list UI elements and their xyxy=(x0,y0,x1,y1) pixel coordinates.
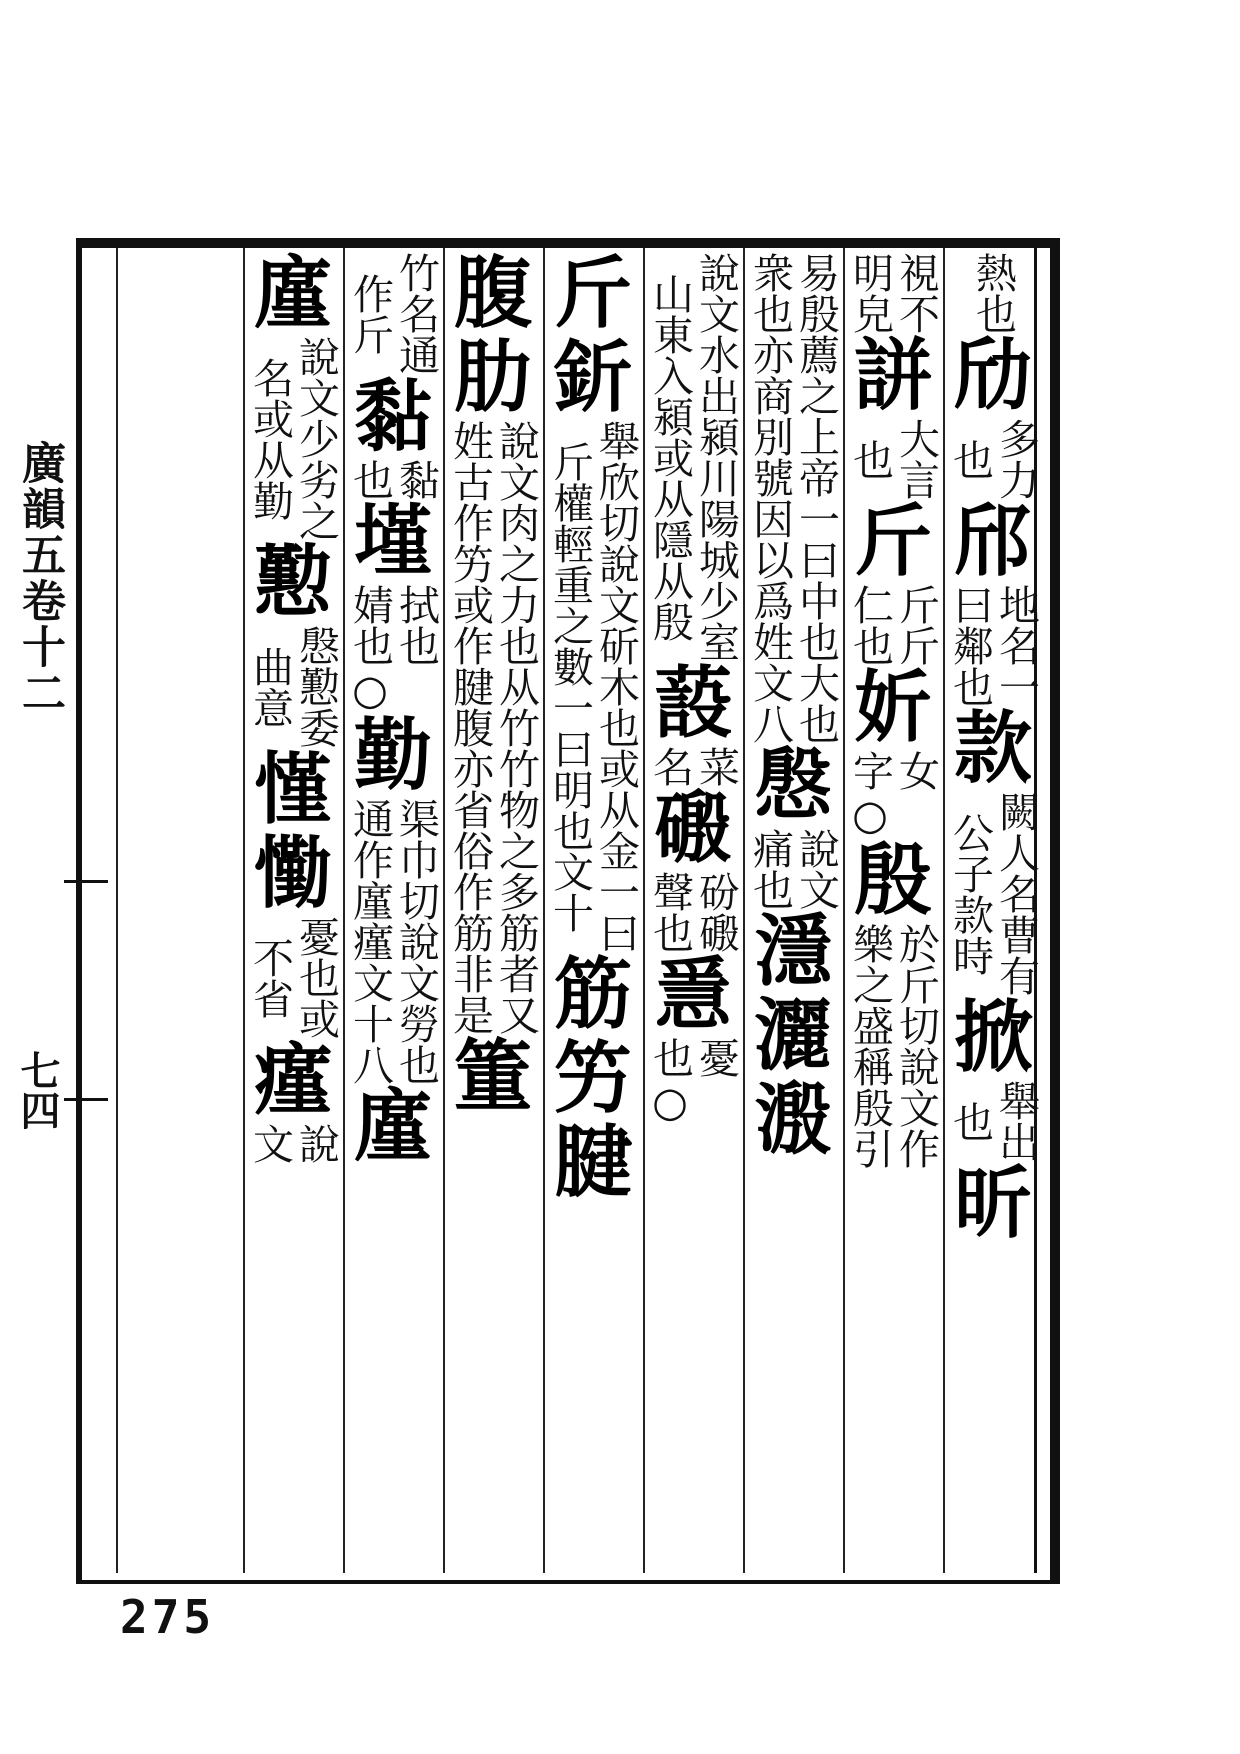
annotation-right: 拭也 xyxy=(392,584,440,666)
annotation-left: 作斤 xyxy=(346,272,394,355)
headword: 邤 xyxy=(953,496,1032,587)
headword: 慇 xyxy=(753,740,832,831)
headword: 瘽 xyxy=(253,1035,332,1126)
headword-cell xyxy=(946,1158,1040,1249)
annotation-right: 說文水出潁川陽城少室 xyxy=(692,252,740,662)
annotation-left: 痛也 xyxy=(746,828,794,910)
annotation xyxy=(347,666,439,714)
annotation-left: 不省 xyxy=(246,936,294,1019)
annotation-cell xyxy=(346,459,440,500)
headword: 誁 xyxy=(853,330,932,421)
annotation xyxy=(847,791,939,839)
annotation xyxy=(647,871,739,953)
annotation-left: 字 xyxy=(846,750,894,791)
headword-cell xyxy=(846,662,940,753)
annotation-cell xyxy=(846,252,940,334)
headword-cell xyxy=(446,332,540,423)
headword-cell xyxy=(246,828,340,919)
annotation-left: 樂之盛稱殷引 xyxy=(846,923,894,1169)
annotation xyxy=(247,625,339,748)
annotation-right: 砏磤 xyxy=(692,871,740,953)
text-column xyxy=(646,252,740,1572)
annotation-left: ○ xyxy=(846,791,894,839)
annotation-right: 說文肉之力也从竹竹物之多筋者又 xyxy=(492,420,540,1035)
text-column xyxy=(246,252,340,1572)
annotation xyxy=(347,798,439,1085)
column-rule xyxy=(943,248,945,1573)
text-column xyxy=(946,252,1040,1572)
annotation-right: 闕人名曹有 xyxy=(992,791,1040,996)
headword: 殷 xyxy=(853,835,932,926)
annotation-right: 地名一 xyxy=(992,584,1040,707)
annotation-left: 也 xyxy=(846,438,894,480)
annotation xyxy=(947,584,1039,707)
headword-cell xyxy=(746,740,840,831)
annotation xyxy=(347,459,439,500)
annotation-right: 女 xyxy=(892,750,940,791)
text-column xyxy=(446,252,540,1572)
text-column xyxy=(346,252,440,1572)
headword-cell xyxy=(246,252,340,339)
column-rule xyxy=(543,248,545,1573)
headword: 斤 xyxy=(853,496,932,587)
annotation-right: 舉出 xyxy=(992,1080,1040,1162)
annotation-right xyxy=(393,666,439,714)
headword-cell xyxy=(546,1033,640,1124)
column-rule xyxy=(643,248,645,1573)
headword-cell xyxy=(546,332,640,423)
annotation-cell xyxy=(846,750,940,791)
annotation xyxy=(847,923,939,1169)
headword-cell xyxy=(646,949,740,1040)
headword: 懃 xyxy=(253,537,332,628)
headword: 斤 xyxy=(553,252,632,339)
headword: 肋 xyxy=(453,332,532,423)
annotation-right: 渠巾切說文勞也 xyxy=(392,798,440,1085)
annotation xyxy=(347,584,439,666)
headword-cell xyxy=(946,496,1040,587)
annotation-cell xyxy=(846,584,940,666)
annotation-cell xyxy=(246,916,340,1039)
annotation xyxy=(447,420,539,1035)
annotation-right: 憂也或 xyxy=(292,916,340,1039)
annotation xyxy=(947,1080,1039,1162)
annotation-right: 斤斤 xyxy=(892,584,940,666)
annotation xyxy=(847,584,939,666)
headword: 釿 xyxy=(553,332,632,423)
annotation-cell xyxy=(446,420,540,1035)
annotation-cell xyxy=(846,418,940,500)
annotation-cell xyxy=(646,871,740,953)
annotation xyxy=(247,916,339,1039)
column-rule xyxy=(843,248,845,1573)
headword-cell xyxy=(546,949,640,1040)
headword-cell xyxy=(946,992,1040,1083)
annotation-cell xyxy=(946,418,1040,500)
headword-cell xyxy=(746,990,840,1081)
annotation-left: 聲也 xyxy=(646,871,694,953)
headword-cell xyxy=(646,783,740,874)
annotation-cell xyxy=(346,584,440,666)
headword-cell xyxy=(246,744,340,835)
headword: 㥯 xyxy=(653,949,732,1040)
column-rule xyxy=(743,248,745,1573)
headword-cell xyxy=(746,906,840,997)
column-rule xyxy=(243,248,245,1573)
annotation-left: 曲意 xyxy=(246,645,294,728)
headword: 濦 xyxy=(753,906,832,997)
headword: 蔎 xyxy=(653,658,732,749)
annotation xyxy=(647,1037,739,1078)
headword-cell xyxy=(746,1074,840,1165)
text-column xyxy=(546,252,640,1572)
headword: 磤 xyxy=(653,783,732,874)
annotation-cell xyxy=(746,252,840,744)
annotation xyxy=(847,252,939,334)
annotation-right: 說 xyxy=(292,1123,340,1164)
annotation-right: 黏 xyxy=(392,459,440,500)
annotation-left: 姓古作竻或作腱腹亦省俗作筋非是 xyxy=(446,420,494,1035)
headword-cell xyxy=(346,710,440,801)
annotation xyxy=(947,791,1039,996)
annotation-cell xyxy=(646,746,740,787)
headword: 腹 xyxy=(453,252,532,339)
annotation-right: 舉欣切說文斫木也或从金一曰 xyxy=(592,420,640,953)
headword: 款 xyxy=(953,703,1032,794)
headword-cell xyxy=(846,835,940,926)
annotation-cell xyxy=(346,798,440,1085)
annotation xyxy=(970,252,1016,334)
annotation-cell xyxy=(246,625,340,748)
annotation-right xyxy=(693,1078,739,1126)
annotation-cell xyxy=(246,336,340,541)
annotation-right xyxy=(893,791,939,839)
annotation xyxy=(247,336,339,541)
headword-cell xyxy=(446,252,540,339)
annotation-left: ○ xyxy=(346,666,394,714)
headword: 掀 xyxy=(953,992,1032,1083)
annotation-left: 文 xyxy=(246,1123,294,1164)
annotation-right: 多力 xyxy=(992,418,1040,500)
headword-cell xyxy=(946,703,1040,794)
annotation-cell xyxy=(946,1080,1040,1162)
column-rule xyxy=(116,248,118,1573)
headword: 廑 xyxy=(353,1081,432,1172)
headword-cell xyxy=(346,1081,440,1172)
annotation-cell xyxy=(646,1078,740,1126)
annotation-left: 也 xyxy=(946,1100,994,1142)
headword: 廑 xyxy=(253,252,332,339)
annotation-left: 熱也 xyxy=(969,252,1017,334)
headword: 黏 xyxy=(353,371,432,462)
headword: 灑 xyxy=(753,990,832,1081)
headword: 腱 xyxy=(553,1117,632,1208)
annotation-left: 也 xyxy=(946,438,994,480)
annotation-left: 也 xyxy=(346,459,394,500)
annotation-cell xyxy=(846,923,940,1169)
annotation-cell xyxy=(646,252,740,662)
annotation-right: 於斤切說文作 xyxy=(892,923,940,1169)
annotation-cell xyxy=(946,791,1040,996)
text-column xyxy=(846,252,940,1572)
annotation xyxy=(347,252,439,375)
annotation-right: 竹名通 xyxy=(392,252,440,375)
headword-cell xyxy=(246,537,340,628)
annotation-left: 名或从勤 xyxy=(246,356,294,521)
annotation-left: ○ xyxy=(646,1078,694,1126)
annotation-left: 斤權輕重之數一曰明也文十 xyxy=(546,440,594,933)
annotation-left: 婧也 xyxy=(346,584,394,666)
headword: 箽 xyxy=(453,1031,532,1122)
annotation-right: 大言 xyxy=(892,418,940,500)
annotation-right: 易殷薦之上帝一曰中也大也 xyxy=(792,252,840,744)
annotation xyxy=(547,420,639,953)
headword: 昕 xyxy=(953,1158,1032,1249)
annotation-right: 說文 xyxy=(792,828,840,910)
page-number: 275 xyxy=(120,1590,216,1644)
column-rule xyxy=(443,248,445,1573)
headword: 墐 xyxy=(353,496,432,587)
annotation-right: 憂 xyxy=(692,1037,740,1078)
annotation-right: 慇懃委 xyxy=(292,625,340,748)
headword-cell xyxy=(346,496,440,587)
headword-cell xyxy=(946,330,1040,421)
annotation-cell xyxy=(246,1123,340,1164)
annotation-cell xyxy=(346,666,440,714)
headword-cell xyxy=(446,1031,540,1122)
annotation xyxy=(947,418,1039,500)
headword-cell xyxy=(346,371,440,462)
headword: 懄 xyxy=(253,828,332,919)
annotation-left: 山東入潁或从隱从殷 xyxy=(646,272,694,642)
annotation-left: 明皃 xyxy=(846,252,894,334)
headword: 妡 xyxy=(853,662,932,753)
annotation xyxy=(847,750,939,791)
annotation-right: 視不 xyxy=(892,252,940,334)
headword-cell xyxy=(846,330,940,421)
headword-cell xyxy=(546,252,640,339)
column-rule xyxy=(343,248,345,1573)
annotation xyxy=(847,418,939,500)
annotation xyxy=(747,828,839,910)
annotation-cell xyxy=(346,252,440,375)
annotation xyxy=(747,252,839,744)
annotation-cell xyxy=(546,420,640,953)
headword: 筋 xyxy=(553,949,632,1040)
annotation xyxy=(247,1123,339,1164)
annotation xyxy=(647,1078,739,1126)
annotation-cell xyxy=(946,252,1040,334)
headword: 勤 xyxy=(353,710,432,801)
annotation-left: 也 xyxy=(646,1037,694,1078)
annotation-cell xyxy=(646,1037,740,1078)
annotation-right: 說文少劣之 xyxy=(292,336,340,541)
margin-leaf-number: 七四 xyxy=(14,1050,61,1130)
headword-cell xyxy=(646,658,740,749)
annotation-cell xyxy=(846,791,940,839)
annotation-cell xyxy=(746,828,840,910)
annotation-left: 仁也 xyxy=(846,584,894,666)
headword-cell xyxy=(546,1117,640,1208)
annotation-right: 菜 xyxy=(692,746,740,787)
annotation-left: 曰鄰也 xyxy=(946,584,994,707)
annotation-left: 名 xyxy=(646,746,694,787)
headword-cell xyxy=(246,1035,340,1126)
headword: 慬 xyxy=(253,744,332,835)
annotation-left: 衆也亦商別號因以爲姓文八 xyxy=(746,252,794,744)
frame-left-rule xyxy=(76,248,82,1584)
margin-book-title: 廣韻五卷十二 xyxy=(14,440,65,716)
annotation-left: 公子款時 xyxy=(946,811,994,976)
headword: 竻 xyxy=(553,1033,632,1124)
headword-cell xyxy=(846,496,940,587)
annotation xyxy=(647,746,739,787)
annotation-left: 通作廑瘽文十八 xyxy=(346,798,394,1085)
annotation-cell xyxy=(946,584,1040,707)
headword: 溵 xyxy=(753,1074,832,1165)
headword: 劤 xyxy=(953,330,1032,421)
annotation xyxy=(647,252,739,662)
text-column xyxy=(746,252,840,1572)
